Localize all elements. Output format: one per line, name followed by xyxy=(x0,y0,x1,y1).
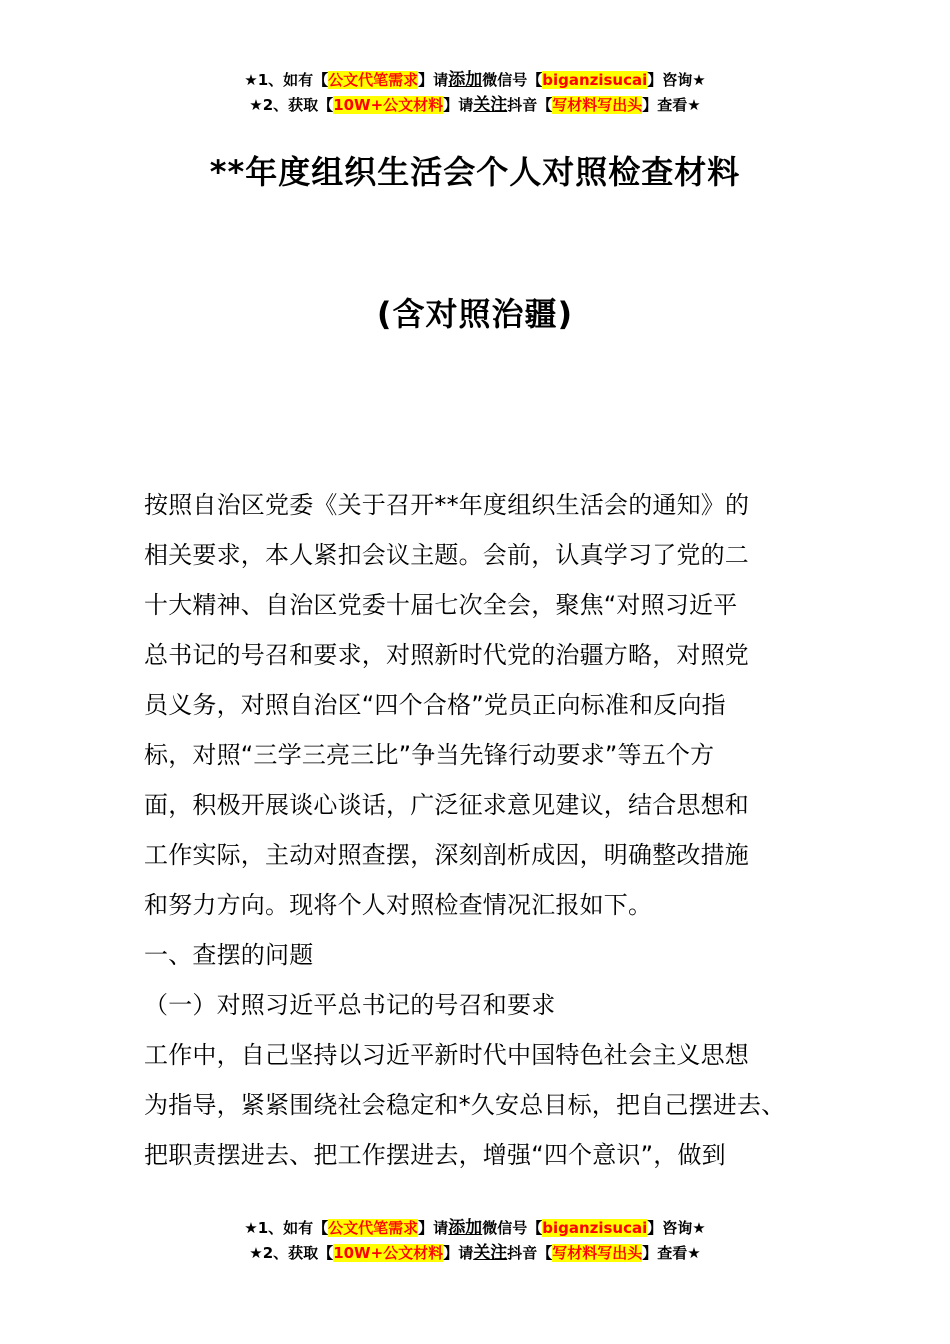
banner-line-2 xyxy=(0,1241,950,1266)
banner-emphasis: 关注 xyxy=(473,1243,508,1263)
header-banner xyxy=(0,68,950,118)
banner-text: 】请 xyxy=(443,96,474,114)
banner-text: ★2、获取【 xyxy=(249,1244,334,1262)
banner-text: 抖音【 xyxy=(507,96,553,114)
banner-emphasis: 关注 xyxy=(473,95,508,115)
banner-highlight: 写材料写出头 xyxy=(552,96,643,114)
banner-highlight: biganzisucai xyxy=(542,1219,648,1237)
body-line: 总书记的号召和要求，对照新时代党的治疆方略，对照党 xyxy=(144,641,749,669)
banner-text: 】咨询★ xyxy=(647,1219,706,1237)
banner-text: 】请 xyxy=(418,71,449,89)
body-line: 按照自治区党委《关于召开**年度组织生活会的通知》的 xyxy=(144,491,750,519)
banner-text: 抖音【 xyxy=(507,1244,553,1262)
banner-text: 】请 xyxy=(418,1219,449,1237)
banner-text: ★1、如有【 xyxy=(244,1219,329,1237)
banner-text: 】查看★ xyxy=(642,96,701,114)
banner-line-1 xyxy=(0,1216,950,1241)
banner-text: ★2、获取【 xyxy=(249,96,334,114)
banner-emphasis: 添加 xyxy=(448,1218,483,1238)
body-line: 十大精神、自治区党委十届七次全会，聚焦“对照习近平 xyxy=(144,591,738,619)
banner-highlight: biganzisucai xyxy=(542,71,648,89)
body-line: 把职责摆进去、把工作摆进去，增强“四个意识”，做到 xyxy=(144,1141,726,1169)
banner-text: 】咨询★ xyxy=(647,71,706,89)
banner-highlight: 写材料写出头 xyxy=(552,1244,643,1262)
banner-text: 】查看★ xyxy=(642,1244,701,1262)
body-line: 面，积极开展谈心谈话，广泛征求意见建议，结合思想和 xyxy=(144,791,749,819)
banner-text: 微信号【 xyxy=(482,71,543,89)
body-line: 员义务，对照自治区“四个合格”党员正向标准和反向指 xyxy=(144,691,726,719)
footer-banner xyxy=(0,1216,950,1266)
banner-emphasis: 添加 xyxy=(448,70,483,90)
body-line: 工作实际，主动对照查摆，深刻剖析成因，明确整改措施 xyxy=(144,841,749,869)
banner-highlight: 公文代笔需求 xyxy=(328,71,419,89)
banner-line-1 xyxy=(0,68,950,93)
banner-text: ★1、如有【 xyxy=(244,71,329,89)
banner-highlight: 公文代笔需求 xyxy=(328,1219,419,1237)
document-title: **年度组织生活会个人对照检查材料 xyxy=(209,153,741,191)
body-line: 和努力方向。现将个人对照检查情况汇报如下。 xyxy=(144,891,653,919)
subsection-heading: （一）对照习近平总书记的号召和要求 xyxy=(144,991,556,1019)
document-subtitle: (含对照治疆) xyxy=(376,295,574,333)
banner-highlight: 10W+公文材料 xyxy=(333,96,444,114)
banner-text: 微信号【 xyxy=(482,1219,543,1237)
body-line: 为指导，紧紧围绕社会稳定和*久安总目标，把自己摆进去、 xyxy=(144,1091,786,1119)
body-line: 工作中，自己坚持以习近平新时代中国特色社会主义思想 xyxy=(144,1041,749,1069)
section-heading: 一、查摆的问题 xyxy=(144,941,314,969)
banner-line-2 xyxy=(0,93,950,118)
body-line: 相关要求，本人紧扣会议主题。会前，认真学习了党的二 xyxy=(144,541,749,569)
banner-highlight: 10W+公文材料 xyxy=(333,1244,444,1262)
document-body xyxy=(144,480,824,1180)
banner-text: 】请 xyxy=(443,1244,474,1262)
body-line: 标，对照“三学三亮三比”争当先锋行动要求”等五个方 xyxy=(144,741,715,769)
